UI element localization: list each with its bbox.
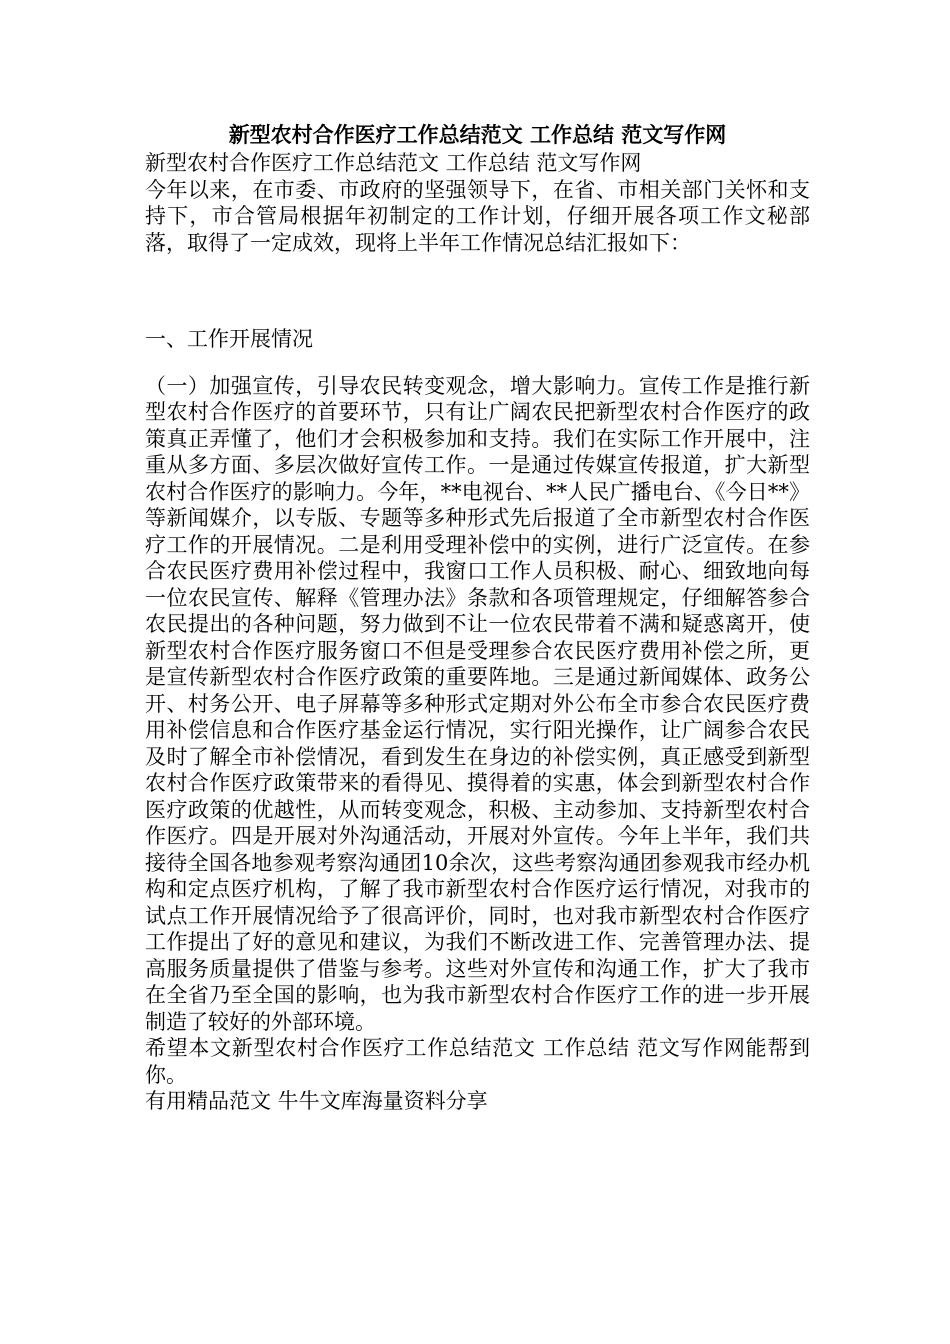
- spacer: [145, 353, 810, 373]
- spacer: [145, 256, 810, 326]
- body-paragraph: （一）加强宣传，引导农民转变观念，增大影响力。宣传工作是推行新型农村合作医疗的首要环节，只有让广阔农民把新型农村合作医疗的政策真正弄懂了，他们才会积极参加和支持。我们在实际工作开展中，注重从多方面、多层次做好宣传工作。一是通过传媒宣传报道，扩大新型农村合作医疗的影响力。今年，**电视台、**人民广播电台、《今日**》等新闻媒介，以专版、专题等多种形式先后报道了全市新型农村合作医疗工作的开展情况。二是利用受理补偿中的实例，进行广泛宣传。在参合农民医疗费用补偿过程中，我窗口工作人员积极、耐心、细致地向每一位农民宣传、解释《管理办法》条款和各项管理规定，仔细解答参合农民提出的各种问题，努力做到不让一位农民带着不满和疑惑离开，使新型农村合作医疗服务窗口不但是受理参合农民医疗费用补偿之所，更是宣传新型农村合作医疗政策的重要阵地。三是通过新闻媒体、政务公开、村务公开、电子屏幕等多种形式定期对外公布全市参合农民医疗费用补偿信息和合作医疗基金运行情况，实行阳光操作，让广阔参合农民及时了解全市补偿情况，看到发生在身边的补偿实例，真正感受到新型农村合作医疗政策带来的看得见、摸得着的实惠，体会到新型农村合作医疗政策的优越性，从而转变观念，积极、主动参加、支持新型农村合作医疗。四是开展对外沟通活动，开展对外宣传。今年上半年，我们共接待全国各地参观考察沟通团10余次，这些考察沟通团参观我市经办机构和定点医疗机构，了解了我市新型农村合作医疗运行情况，对我市的试点工作开展情况给予了很高评价，同时，也对我市新型农村合作医疗工作提出了好的意见和建议，为我们不断改进工作、完善管理办法、提高服务质量提供了借鉴与参考。这些对外宣传和沟通工作，扩大了我市在全省乃至全国的影响，也为我市新型农村合作医疗工作的进一步开展制造了较好的外部环境。: [145, 373, 810, 1034]
- document-title: 新型农村合作医疗工作总结范文 工作总结 范文写作网: [228, 122, 727, 147]
- closing-line: 希望本文新型农村合作医疗工作总结范文 工作总结 范文写作网能帮到你。: [145, 1036, 810, 1087]
- subtitle-line: 新型农村合作医疗工作总结范文 工作总结 范文写作网: [145, 151, 642, 175]
- footer-line: 有用精品范文 牛牛文库海量资料分享: [145, 1089, 488, 1113]
- intro-paragraph: 今年以来，在市委、市政府的坚强领导下，在省、市相关部门关怀和支持下，市合管局根据年初制定的工作计划，仔细开展各项工作文秘部落，取得了一定成效，现将上半年工作情况总结汇报如下：: [145, 177, 810, 255]
- section-heading: 一、工作开展情况: [145, 327, 313, 351]
- document-content: [145, 120, 810, 1115]
